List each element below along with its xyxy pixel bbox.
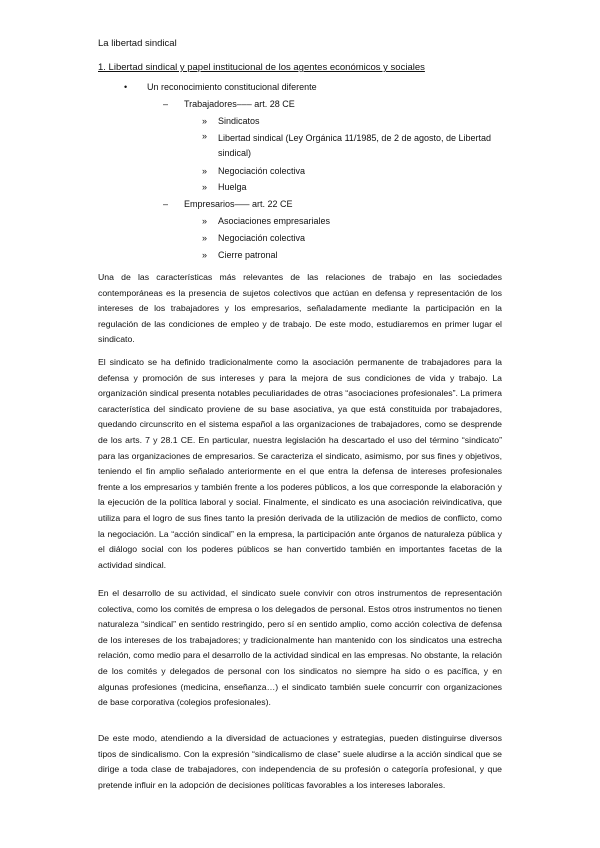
outline-level1-text: Un reconocimiento constitucional diferente [147,82,317,92]
sub-marker: » [202,131,208,141]
body-paragraph: El sindicato se ha definido tradicionalmente como la asociación permanente de trabajadores para la defensa y promoción de sus intereses y para la mejora de sus condiciones de vida y trabajo. La organización sindical presenta notables peculiaridades de otras “asociaciones profesionales”. La primera característica del sindicato proviene de su base asociativa, ya que está constituida por trabajadores, quedando circunscrito en el sistema español a las organizaciones de trabajadores, como se desprende de los arts. 7 y 28.1 CE. En particular, nuestra legislación ha descartado el uso del término “sindicato” para las organizaciones de empresarios. Se caracteriza el sindicato, asimismo, por sus fines y objetivos, teniendo el fin amplio señalado anteriormente en el que entra la defensa de intereses profesionales frente a los empresarios y también frente a los poderes públicos, a los que corresponde la elaboración y la ejecución de la política laboral y social. Finalmente, el sindicato es una asociación reivindicativa, que utiliza para el logro de sus fines tanto la presión derivada de la utilización de medios de conflicto, como la negociación. La “acción sindical” en la empresa, la participación ante órganos de naturaleza pública y el diálogo social con los poderes públicos se han convertido también en importantes facetas de la actividad sindical. [98,357,502,570]
body-paragraph: En el desarrollo de su actividad, el sindicato suele convivir con otros instrumentos de representación colectiva, como los comités de empresa o los delegados de personal. Estos otros instrumentos no tienen naturaleza “sindical” en sentido restringido, pero sí en sentido amplio, como acción colectiva de defensa de los intereses de los trabajadores; y tradicionalmente han mantenido con los sindicatos una estrecha relación, como medio para el desarrollo de la actividad sindical en las empresas. No obstante, la relación de los comités y delegados de personal con los sindicatos no siempre ha sido o es pacífica, y en algunas profesiones (medicina, enseñanza…) el sindicato también suele concurrir con organizaciones de base corporativa (colegios profesionales). [98,588,502,708]
outline-workers-label: Trabajadores––– art. 28 CE [184,99,295,109]
outline-item-text: Negociación colectiva [218,233,306,243]
bullet-marker: • [124,82,128,92]
body-paragraph: De este modo, atendiendo a la diversidad de actuaciones y estrategias, pueden distinguirse diversos tipos de sindicalismo. Con la expresión “sindicalismo de clase” suele aludirse a la acción sindical que se dirige a toda clase de trabajadores, con independencia de su profesión o categoría profesional, y que pretende influir en la adopción de decisiones políticas favorables a los intereses laborales. [98,733,502,790]
outline-item-text: Cierre patronal [218,250,278,260]
outline-employers-label: Empresarios––– art. 22 CE [184,199,293,209]
document-title: La libertad sindical [98,38,177,49]
outline-item-text: Huelga [218,182,247,192]
sub-marker: » [202,216,208,226]
sub-marker: » [202,166,208,176]
sub-marker: » [202,233,208,243]
outline-item-text: Asociaciones empresariales [218,216,331,226]
sub-marker: » [202,116,208,126]
dash-marker: – [163,99,169,109]
outline-item-text: Negociación colectiva [218,166,306,176]
outline-item-text: Libertad sindical (Ley Orgánica 11/1985, de 2 de agosto, de Libertad sindical) [218,133,492,158]
body-paragraph: Una de las características más relevantes de las relaciones de trabajo en las sociedades contemporáneas es la presencia de sujetos colectivos que actúan en defensa y representación de los intereses de los trabajadores y los empresarios, señaladamente mediante la participación en la regulación de las condiciones de empleo y de trabajo. De este modo, estudiaremos en primer lugar el sindicato. [98,272,502,345]
sub-marker: » [202,182,208,192]
dash-marker: – [163,199,169,209]
outline-item-text: Sindicatos [218,116,260,126]
section-heading: 1. Libertad sindical y papel institucional de los agentes económicos y sociales [98,62,425,73]
sub-marker: » [202,250,208,260]
